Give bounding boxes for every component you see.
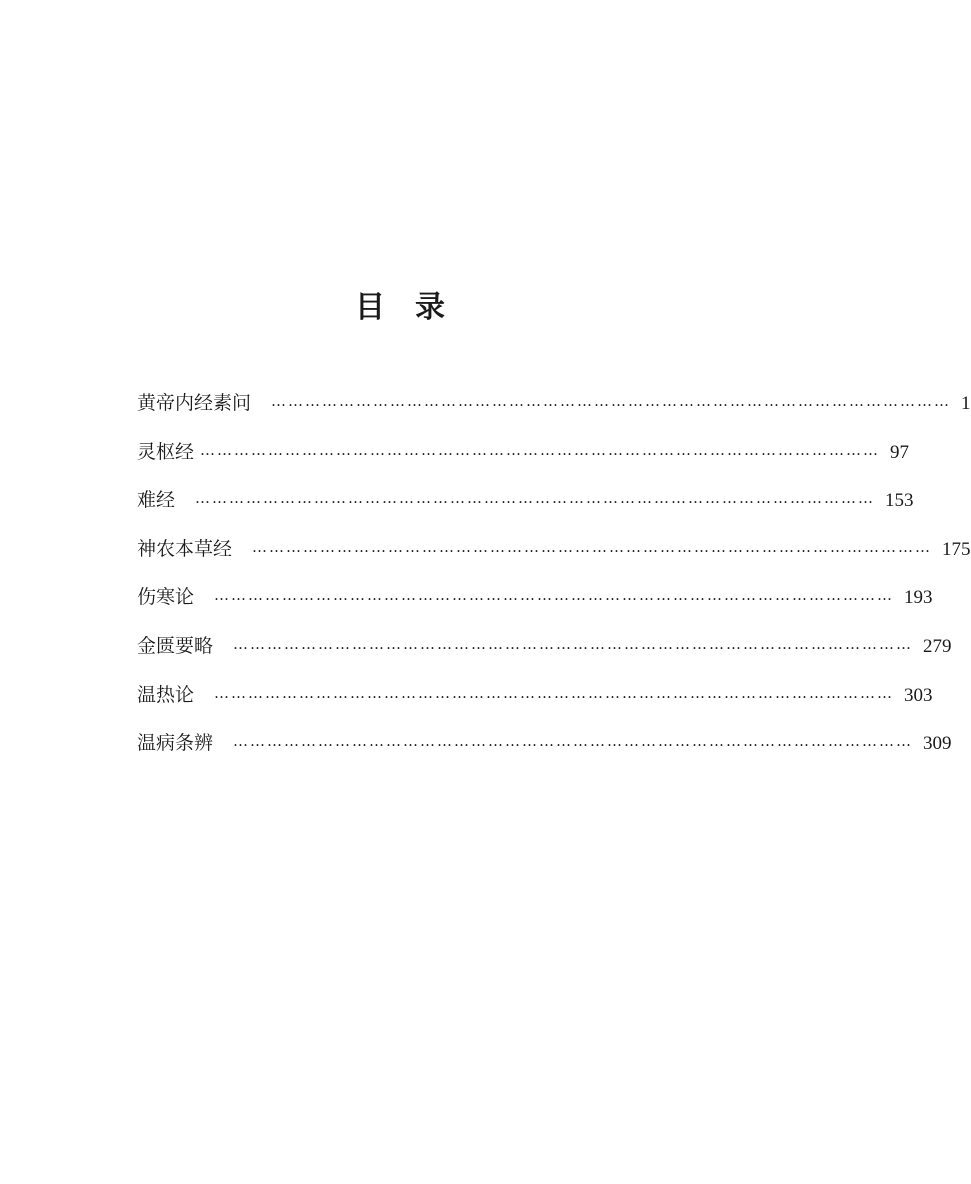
toc-entry-label: 金匮要略 — [137, 634, 214, 657]
toc-entry-page: 153 — [885, 490, 914, 512]
table-of-contents — [137, 388, 971, 777]
title-char: 目 — [355, 290, 385, 326]
toc-entry-page: 175 — [942, 538, 971, 560]
toc-entry[interactable] — [137, 728, 952, 777]
dot-leader: ………………………………………………………………………………………………………… — [233, 634, 914, 653]
dot-leader: ………………………………………………………………………………………………………… — [233, 732, 914, 751]
toc-entry[interactable] — [137, 388, 971, 437]
toc-entry-label: 温热论 — [137, 683, 195, 706]
toc-entry-page: 279 — [923, 635, 952, 657]
toc-entry-label: 灵枢经 — [137, 440, 195, 463]
toc-entry-page: 309 — [923, 733, 952, 755]
dot-leader: ………………………………………………………………………………………………………… — [271, 392, 952, 410]
dot-leader: ………………………………………………………………………………………………………… — [195, 489, 876, 508]
toc-entry-page: 193 — [904, 587, 933, 609]
page-title — [0, 282, 800, 326]
title-char: 录 — [415, 290, 445, 326]
toc-entry-label: 黄帝内经素问 — [137, 392, 252, 414]
toc-entry-page: 97 — [890, 441, 910, 463]
toc-entry-label: 难经 — [137, 489, 176, 512]
toc-entry-page: 1 — [961, 393, 971, 414]
toc-entry-page: 303 — [904, 684, 933, 706]
toc-entry-label: 神农本草经 — [137, 537, 233, 560]
toc-entry[interactable] — [137, 680, 933, 729]
dot-leader: ………………………………………………………………………………………………………… — [200, 440, 881, 459]
dot-leader: ………………………………………………………………………………………………………… — [214, 683, 895, 702]
dot-leader: ………………………………………………………………………………………………………… — [252, 537, 933, 556]
toc-entry[interactable] — [137, 437, 910, 486]
toc-entry-label: 温病条辨 — [137, 732, 214, 755]
toc-entry-label: 伤寒论 — [137, 586, 195, 609]
toc-entry[interactable] — [137, 582, 933, 631]
dot-leader: ………………………………………………………………………………………………………… — [214, 586, 895, 605]
toc-entry[interactable] — [137, 534, 971, 583]
toc-entry[interactable] — [137, 631, 952, 680]
toc-entry[interactable] — [137, 485, 914, 534]
